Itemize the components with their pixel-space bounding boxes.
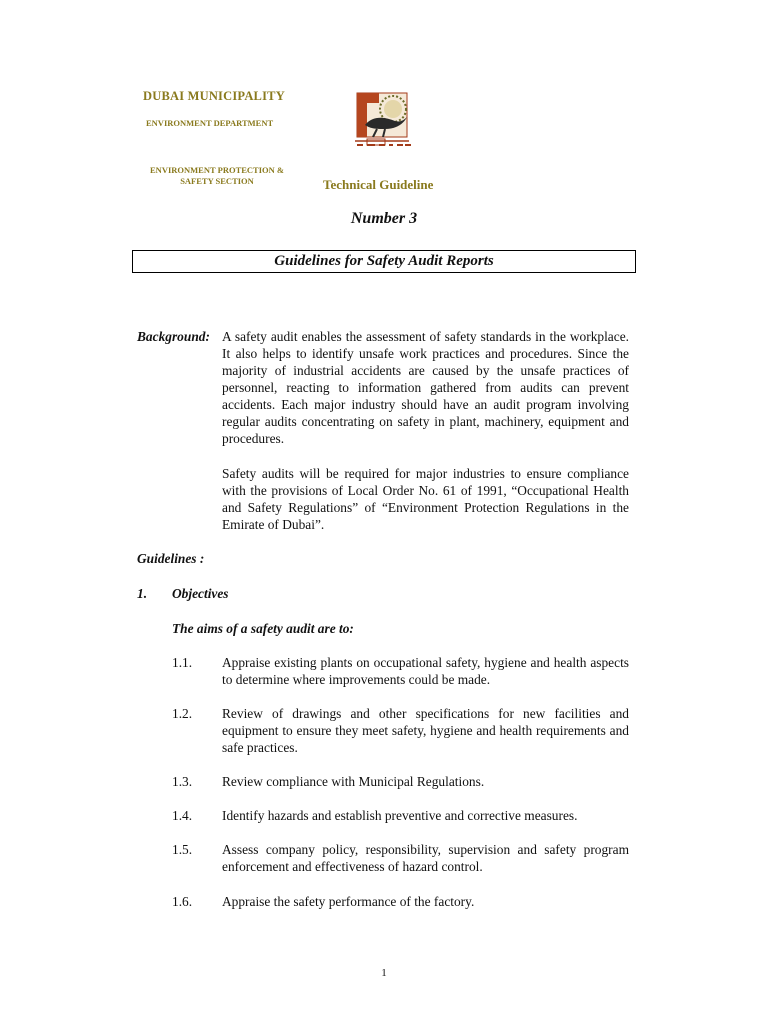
list-item: Review compliance with Municipal Regulations. [222,774,485,789]
section-line-2: SAFETY SECTION [180,176,254,186]
list-item-number: 1.3. [172,774,193,789]
background-paragraph-2: Safety audits will be required for major industries to ensure compliance with the provisions of Local Order No. 61 of 1991, “Occupational Health and Safety Regulations” of “Environment Protection Regulations in the Emirate of Dubai”. [222,466,629,532]
dubai-municipality-logo-icon [349,89,415,151]
list-item: Appraise existing plants on occupational safety, hygiene and health aspects to determine where improvements could be made. [222,655,629,687]
section-line-1: ENVIRONMENT PROTECTION & [150,165,284,175]
list-item-number: 1.6. [172,894,193,909]
section-name [140,165,294,187]
list-item: Identify hazards and establish preventive and corrective measures. [222,808,578,823]
background-label: Background: [137,329,210,344]
guidelines-heading: Guidelines : [137,551,205,566]
list-item: Review of drawings and other specifications for new facilities and equipment to ensure they meet safety, hygiene and health requirements and safe practices. [222,706,629,755]
page-number: 1 [381,967,387,979]
guideline-number: Number 3 [350,210,418,227]
section-title: Objectives [172,586,229,601]
list-item-number: 1.1. [172,655,193,670]
list-item-number: 1.4. [172,808,193,823]
page-title: Guidelines for Safety Audit Reports [132,250,636,273]
list-item-number: 1.5. [172,842,193,857]
section-number: 1. [137,586,148,601]
department-name: ENVIRONMENT DEPARTMENT [146,118,274,128]
list-item: Assess company policy, responsibility, supervision and safety program enforcement and effectiveness of hazard control. [222,842,629,874]
document-type: Technical Guideline [323,177,434,192]
background-paragraph-1: A safety audit enables the assessment of safety standards in the workplace. It also helps to identify unsafe work practices and procedures. Since the majority of industrial accidents are caused by the unsafe practices of personnel, reacting to information gathered from audits can prevent accidents. Each major industry should have an audit program involving regular audits concentrating on safety in plant, machinery, equipment and procedures. [222,329,629,446]
list-item-number: 1.2. [172,706,193,721]
list-item: Appraise the safety performance of the factory. [222,894,475,909]
aims-heading: The aims of a safety audit are to: [172,621,354,636]
organization-name: DUBAI MUNICIPALITY [143,89,285,103]
